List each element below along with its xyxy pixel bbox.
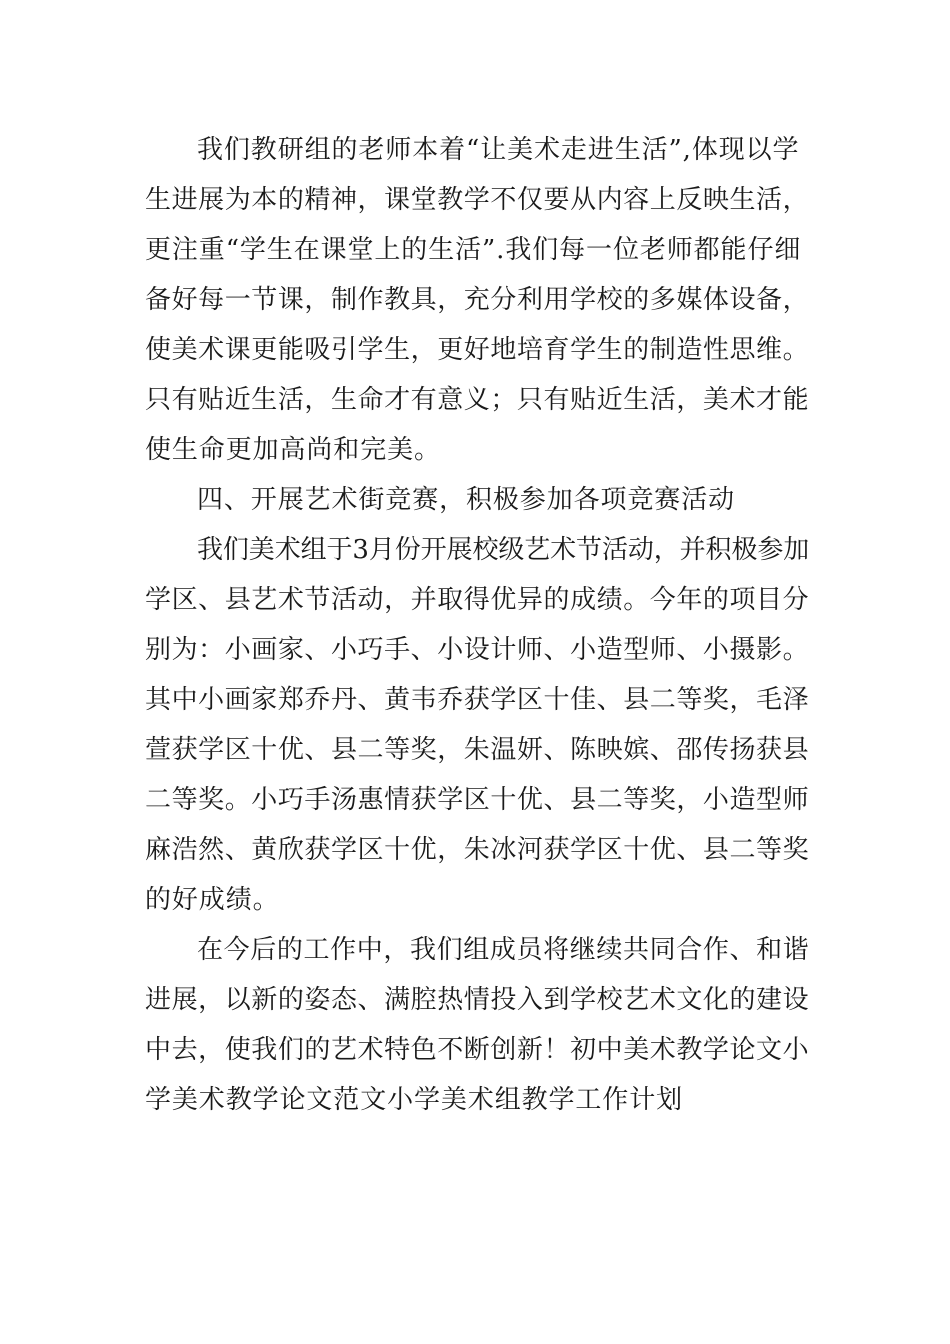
paragraph-3-line-3: 中去，使我们的艺术特色不断创新！初中美术教学论文小 [145, 1035, 810, 1065]
paragraph-2-line-4: 其中小画家郑乔丹、黄韦乔获学区十佳、县二等奖，毛泽 [145, 685, 810, 715]
paragraph-1-line-3: 更注重“学生在课堂上的生活”.我们每一位老师都能仔细 [145, 235, 802, 265]
paragraph-2-line-3: 别为：小画家、小巧手、小设计师、小造型师、小摄影。 [145, 635, 810, 665]
paragraph-2-line-2: 学区、县艺术节活动，并取得优异的成绩。今年的项目分 [145, 585, 810, 615]
section-heading: 四、开展艺术街竞赛，积极参加各项竞赛活动 [197, 485, 736, 515]
paragraph-2-line-8: 的好成绩。 [145, 885, 280, 915]
paragraph-2-line-7: 麻浩然、黄欣获学区十优，朱冰河获学区十优、县二等奖 [145, 835, 810, 865]
paragraph-1-line-4: 备好每一节课，制作教具，充分利用学校的多媒体设备， [145, 285, 810, 315]
paragraph-2-line-6: 二等奖。小巧手汤惠情获学区十优、县二等奖，小造型师 [145, 785, 810, 815]
paragraph-2-line-1: 我们美术组于3月份开展校级艺术节活动，并积极参加 [197, 535, 810, 565]
paragraph-1-line-2: 生进展为本的精神，课堂教学不仅要从内容上反映生活， [145, 185, 810, 215]
paragraph-1-line-1: 我们教研组的老师本着“让美术走进生活”,体现以学 [197, 135, 800, 165]
paragraph-1-line-6: 只有贴近生活，生命才有意义；只有贴近生活，美术才能 [145, 385, 810, 415]
paragraph-1-line-7: 使生命更加高尚和完美。 [145, 435, 441, 465]
paragraph-1-line-5: 使美术课更能吸引学生，更好地培育学生的制造性思维。 [145, 335, 810, 365]
paragraph-3-line-1: 在今后的工作中，我们组成员将继续共同合作、和谐 [197, 935, 810, 965]
paragraph-3-line-2: 进展，以新的姿态、满腔热情投入到学校艺术文化的建设 [145, 985, 810, 1015]
paragraph-3-line-4: 学美术教学论文范文小学美术组教学工作计划 [145, 1085, 684, 1115]
paragraph-2-line-5: 萱获学区十优、县二等奖，朱温妍、陈映嫔、邵传扬获县 [145, 735, 810, 765]
